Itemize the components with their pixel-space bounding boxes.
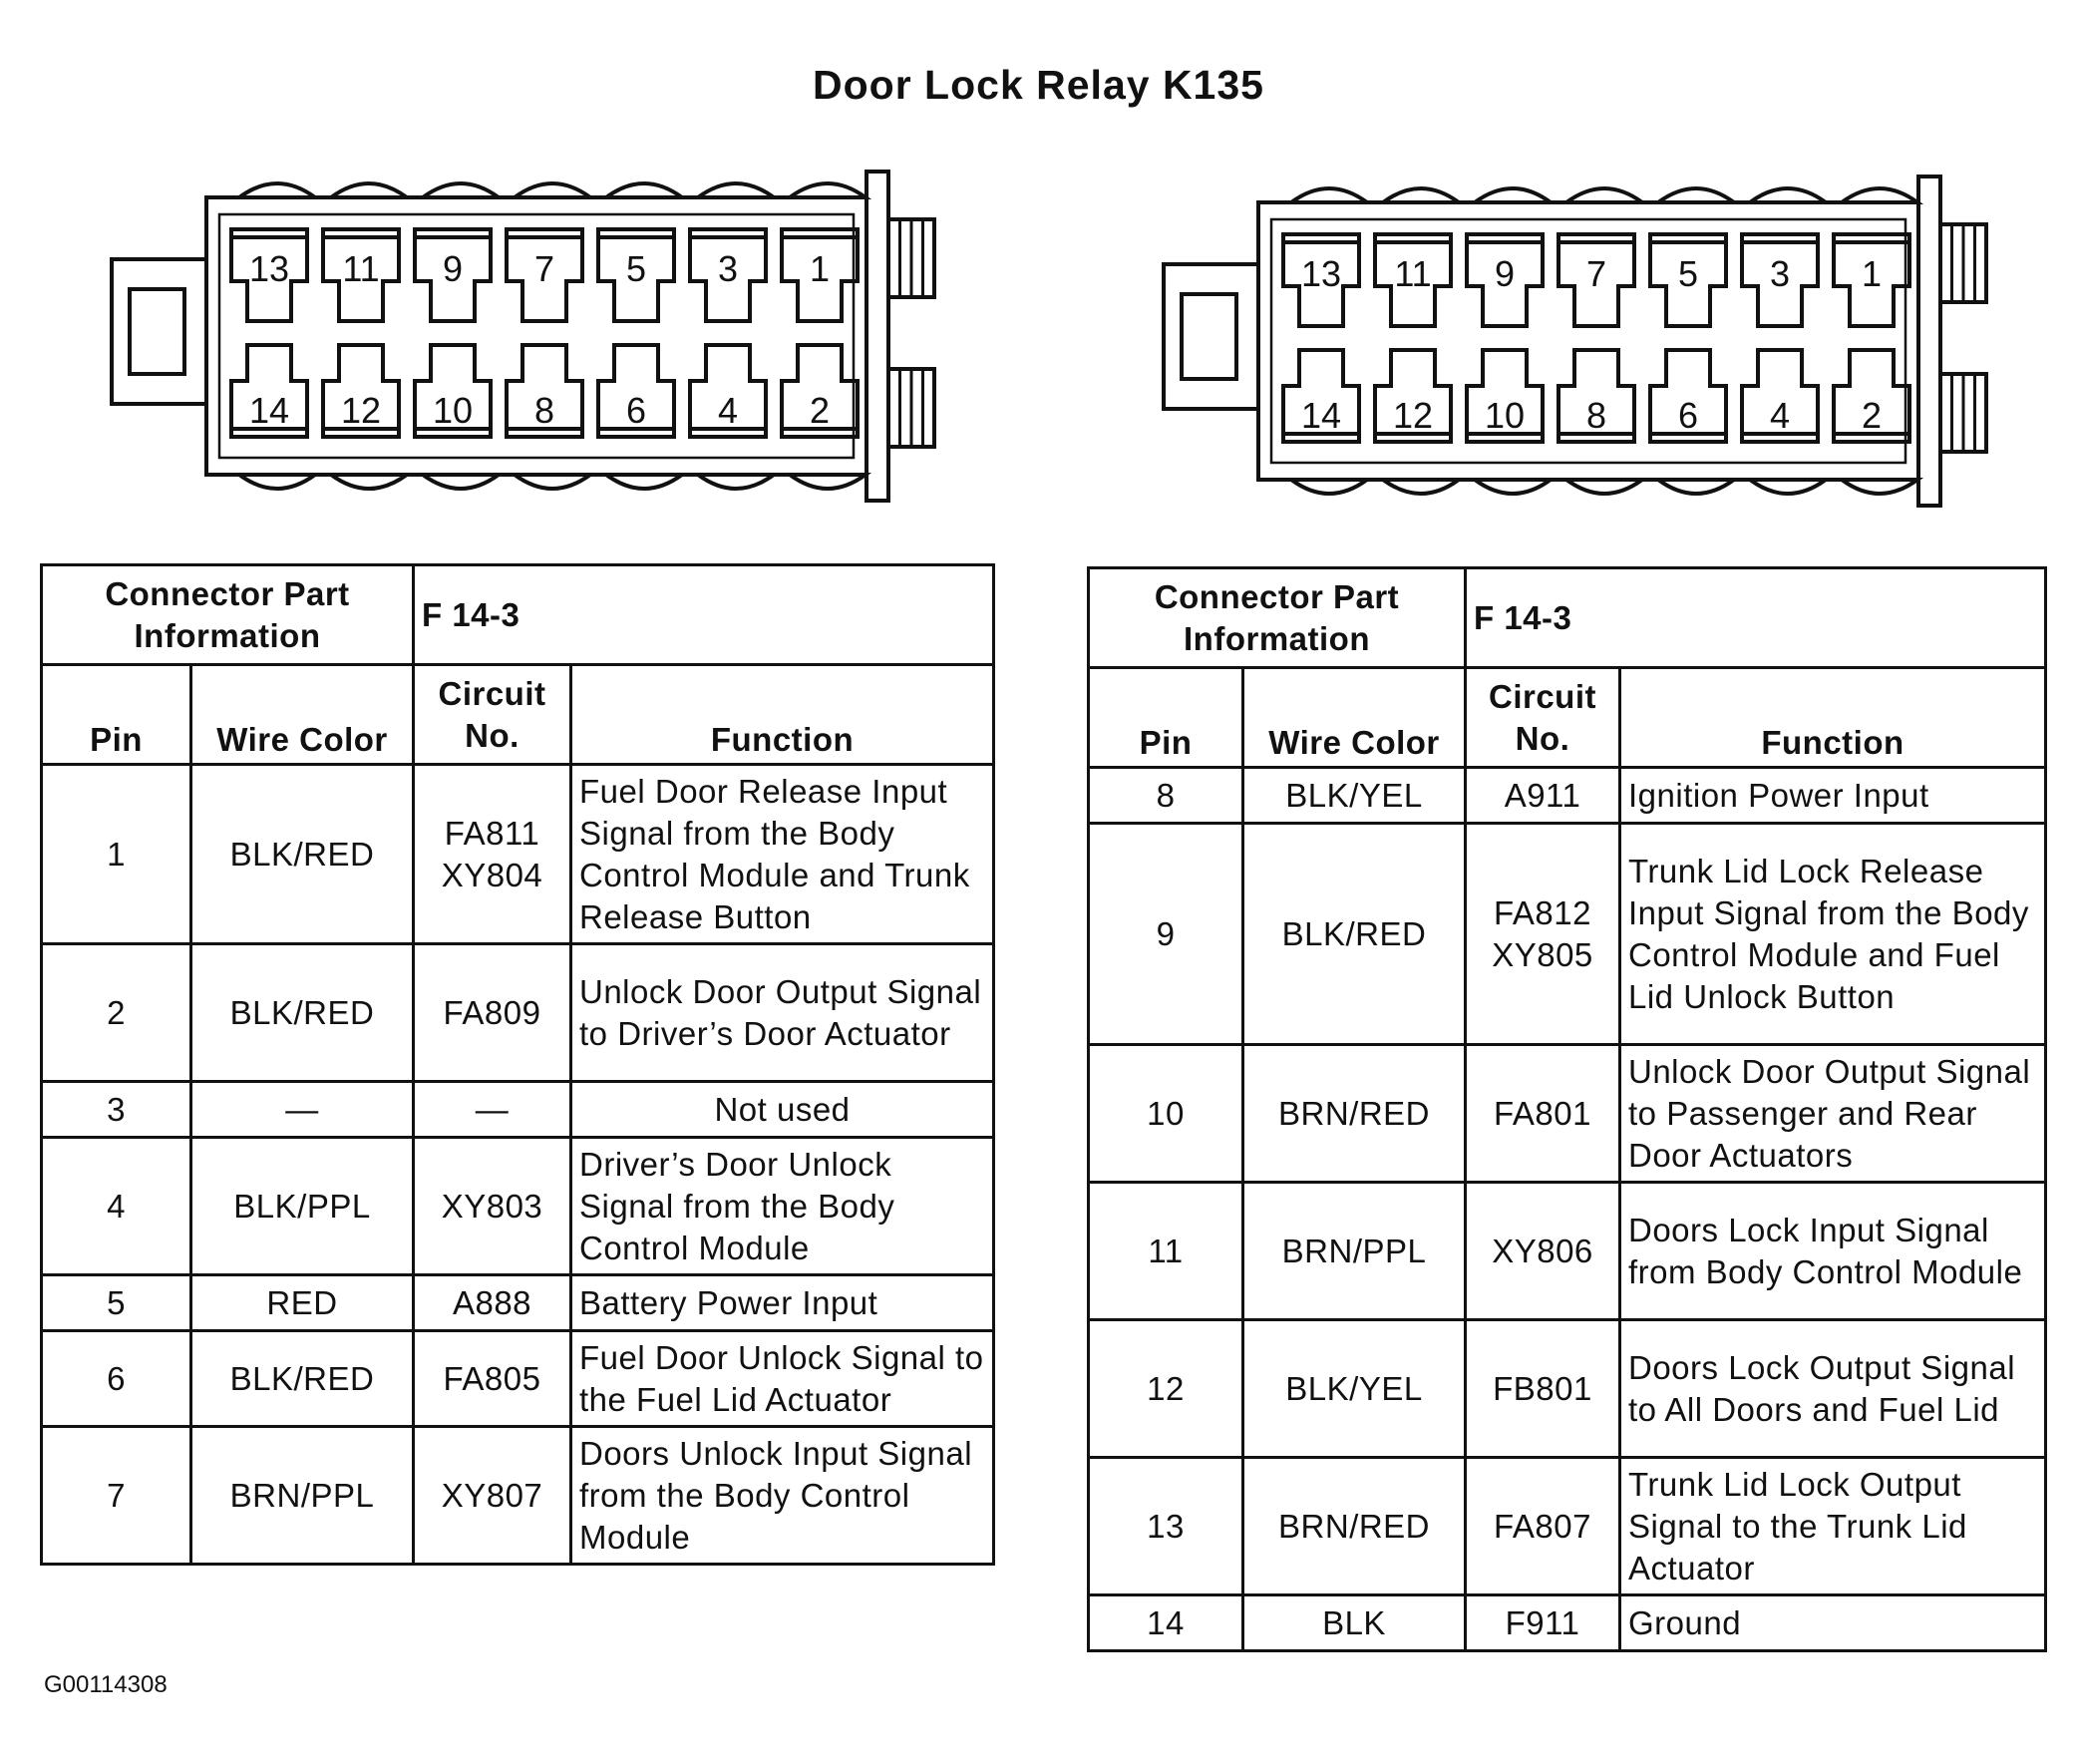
pin-function: Trunk Lid Lock Release Input Signal from the Body Control Module and Fuel Lid Unlock Button (1620, 824, 2046, 1045)
pin-cavity (1467, 350, 1543, 442)
pin-number-label: 7 (1585, 253, 1607, 294)
circuit-number-value: XY803 (441, 1187, 543, 1225)
pin-number-label: 6 (1677, 395, 1699, 436)
circuit-number (414, 1275, 571, 1331)
circuit-number (414, 1082, 571, 1138)
pin-number: 9 (1089, 824, 1243, 1045)
circuit-number (414, 944, 571, 1082)
pin-cavity (690, 345, 766, 437)
pin-function: Doors Lock Input Signal from Body Control Module (1620, 1183, 2046, 1320)
connector-info-label: Connector Part Information (42, 565, 414, 665)
wire-color-header: Wire Color (191, 665, 414, 765)
circuit-number-value: FA801 (1494, 1094, 1591, 1132)
connector-flange (1918, 176, 1986, 506)
pin-number-label: 13 (248, 248, 290, 289)
pin-function: Unlock Door Output Signal to Driver’s Door Actuator (571, 944, 994, 1082)
circuit-number (414, 1138, 571, 1275)
pin-cavity (1834, 350, 1909, 442)
circuit-number-value: FA809 (443, 993, 541, 1031)
pin-number-label: 8 (533, 390, 555, 431)
pin-function: Trunk Lid Lock Output Signal to the Trunk Lid Actuator (1620, 1458, 2046, 1595)
pin-number: 12 (1089, 1320, 1243, 1458)
pin-cavity (1283, 350, 1359, 442)
pin-function: Unlock Door Output Signal to Passenger and Rear Door Actuators (1620, 1045, 2046, 1183)
wire-color: BRN/PPL (191, 1427, 414, 1565)
circuit-number-value: FA812 (1494, 893, 1591, 931)
pinout-table-right (1087, 566, 2047, 1652)
pin-number: 5 (42, 1275, 191, 1331)
pin-cavity (1742, 234, 1818, 326)
wire-color: — (191, 1082, 414, 1138)
pinout-rows-right (1089, 768, 2046, 1651)
pin-cavity (690, 229, 766, 321)
figure-id: G00114308 (44, 1671, 168, 1698)
pin-cavity (1650, 350, 1726, 442)
pin-cavity (1650, 234, 1726, 326)
wire-color: BLK/RED (191, 765, 414, 944)
circuit-number-value: XY804 (441, 856, 543, 893)
pin-cavity (598, 229, 674, 321)
pin-cavity (507, 345, 582, 437)
pin-row (1089, 1045, 2046, 1183)
circuit-number-value: XY807 (441, 1476, 543, 1514)
pin-row (1089, 1458, 2046, 1595)
pin-cavity (782, 229, 858, 321)
pin-function: Doors Unlock Input Signal from the Body Control Module (571, 1427, 994, 1565)
pin-number-label: 11 (342, 248, 380, 289)
circuit-number (1466, 1595, 1620, 1651)
pin-cavity (507, 229, 582, 321)
pin-cavity (231, 229, 307, 321)
wire-color: BLK/YEL (1243, 768, 1466, 824)
wire-color-header: Wire Color (1243, 668, 1466, 768)
pin-row (42, 1275, 994, 1331)
circuit-number (1466, 1320, 1620, 1458)
pin-function: Driver’s Door Unlock Signal from the Body Control Module (571, 1138, 994, 1275)
pin-function: Fuel Door Unlock Signal to the Fuel Lid Actuator (571, 1331, 994, 1427)
pin-row (42, 1331, 994, 1427)
circuit-no-header: Circuit No. (1466, 668, 1620, 768)
circuit-number-value: XY806 (1492, 1232, 1593, 1269)
pin-cavity (1834, 234, 1909, 326)
pin-number: 8 (1089, 768, 1243, 824)
diagram-title: Door Lock Relay K135 (813, 62, 1264, 108)
circuit-number-value: FA807 (1494, 1507, 1591, 1545)
pin-number-label: 7 (533, 248, 555, 289)
pin-number-label: 6 (625, 390, 647, 431)
wire-color: BLK/PPL (191, 1138, 414, 1275)
circuit-number-value: F911 (1505, 1603, 1580, 1641)
pin-number-label: 1 (809, 248, 831, 289)
circuit-number-value: FA805 (443, 1359, 541, 1397)
pin-function: Ignition Power Input (1620, 768, 2046, 824)
connector-info-value: F 14-3 (1466, 568, 2046, 668)
pin-row (1089, 1320, 2046, 1458)
pin-row (42, 1427, 994, 1565)
connector-latch (1164, 264, 1258, 409)
circuit-no-header: Circuit No. (414, 665, 571, 765)
pin-cavity (782, 345, 858, 437)
pin-number: 4 (42, 1138, 191, 1275)
pin-row (42, 1082, 994, 1138)
pin-number-label: 13 (1300, 253, 1342, 294)
pin-number: 14 (1089, 1595, 1243, 1651)
pin-function: Battery Power Input (571, 1275, 994, 1331)
pin-row (1089, 1183, 2046, 1320)
circuit-number (1466, 1458, 1620, 1595)
pin-number: 13 (1089, 1458, 1243, 1595)
pin-number: 6 (42, 1331, 191, 1427)
pin-row (42, 765, 994, 944)
pin-number: 7 (42, 1427, 191, 1565)
wire-color: BLK/RED (191, 1331, 414, 1427)
pin-number-label: 10 (1484, 395, 1526, 436)
pin-header: Pin (1089, 668, 1243, 768)
pin-function: Not used (571, 1082, 994, 1138)
wire-color: BLK/YEL (1243, 1320, 1466, 1458)
pin-number-label: 14 (248, 390, 290, 431)
pin-cavity (1742, 350, 1818, 442)
wire-color: BLK/RED (191, 944, 414, 1082)
pin-row (1089, 768, 2046, 824)
circuit-number-value: FA811 (444, 814, 540, 852)
circuit-number-value: A911 (1504, 776, 1581, 814)
column-header-row (1089, 668, 2046, 768)
pin-cavity (1375, 234, 1451, 326)
pin-row (1089, 824, 2046, 1045)
pin-cavity (415, 229, 491, 321)
pin-function: Doors Lock Output Signal to All Doors and Fuel Lid (1620, 1320, 2046, 1458)
circuit-number (414, 765, 571, 944)
pin-number-label: 2 (1861, 395, 1883, 436)
pin-cavity (231, 345, 307, 437)
connector-info-row (42, 565, 994, 665)
circuit-number (414, 1331, 571, 1427)
pin-number-label: 14 (1300, 395, 1342, 436)
pin-number: 2 (42, 944, 191, 1082)
pinout-table-left (40, 563, 995, 1566)
pin-cavity (1283, 234, 1359, 326)
pin-number-label: 3 (1769, 253, 1791, 294)
pin-cavity (323, 345, 399, 437)
circuit-number (414, 1427, 571, 1565)
pin-number-label: 12 (1392, 395, 1434, 436)
pin-cavity (1558, 234, 1634, 326)
function-header: Function (1620, 668, 2046, 768)
connector-latch (112, 259, 206, 404)
connector-face-left (100, 160, 957, 519)
pin-number-label: 9 (442, 248, 464, 289)
wire-color: BRN/RED (1243, 1458, 1466, 1595)
circuit-number-value: XY805 (1492, 935, 1593, 973)
circuit-number-value: A888 (452, 1283, 532, 1321)
pin-number: 11 (1089, 1183, 1243, 1320)
connector-info-value: F 14-3 (414, 565, 994, 665)
pin-number-label: 11 (1394, 253, 1432, 294)
pin-number-label: 10 (432, 390, 474, 431)
pin-cavity (1375, 350, 1451, 442)
pin-number-label: 3 (717, 248, 739, 289)
function-header: Function (571, 665, 994, 765)
pinout-rows-left (42, 765, 994, 1565)
circuit-number-value: — (475, 1090, 510, 1128)
pin-number-label: 5 (625, 248, 647, 289)
pin-cavity (415, 345, 491, 437)
wire-color: BRN/PPL (1243, 1183, 1466, 1320)
pin-number-label: 12 (340, 390, 382, 431)
wire-color: BRN/RED (1243, 1045, 1466, 1183)
circuit-number (1466, 1045, 1620, 1183)
wire-color: RED (191, 1275, 414, 1331)
circuit-number (1466, 1183, 1620, 1320)
pin-number: 10 (1089, 1045, 1243, 1183)
wire-color: BLK/RED (1243, 824, 1466, 1045)
pin-number: 1 (42, 765, 191, 944)
pin-number-label: 8 (1585, 395, 1607, 436)
pin-number-label: 4 (1769, 395, 1791, 436)
connector-info-label: Connector Part Information (1089, 568, 1466, 668)
pin-function: Fuel Door Release Input Signal from the Body Control Module and Trunk Release Button (571, 765, 994, 944)
pin-number: 3 (42, 1082, 191, 1138)
pin-row (42, 944, 994, 1082)
pin-function: Ground (1620, 1595, 2046, 1651)
pin-cavity (323, 229, 399, 321)
pin-number-label: 5 (1677, 253, 1699, 294)
pin-cavity (1558, 350, 1634, 442)
pin-cavity (1467, 234, 1543, 326)
pin-header: Pin (42, 665, 191, 765)
connector-face-right (1152, 165, 2009, 524)
pin-cavity (598, 345, 674, 437)
pin-number-label: 2 (809, 390, 831, 431)
connector-info-row (1089, 568, 2046, 668)
circuit-number (1466, 768, 1620, 824)
circuit-number (1466, 824, 1620, 1045)
connector-flange (866, 172, 934, 501)
pin-number-label: 9 (1494, 253, 1516, 294)
pin-number-label: 1 (1861, 253, 1883, 294)
pin-row (1089, 1595, 2046, 1651)
circuit-number-value: FB801 (1493, 1369, 1592, 1407)
wire-color: BLK (1243, 1595, 1466, 1651)
pin-number-label: 4 (717, 390, 739, 431)
pin-row (42, 1138, 994, 1275)
column-header-row (42, 665, 994, 765)
